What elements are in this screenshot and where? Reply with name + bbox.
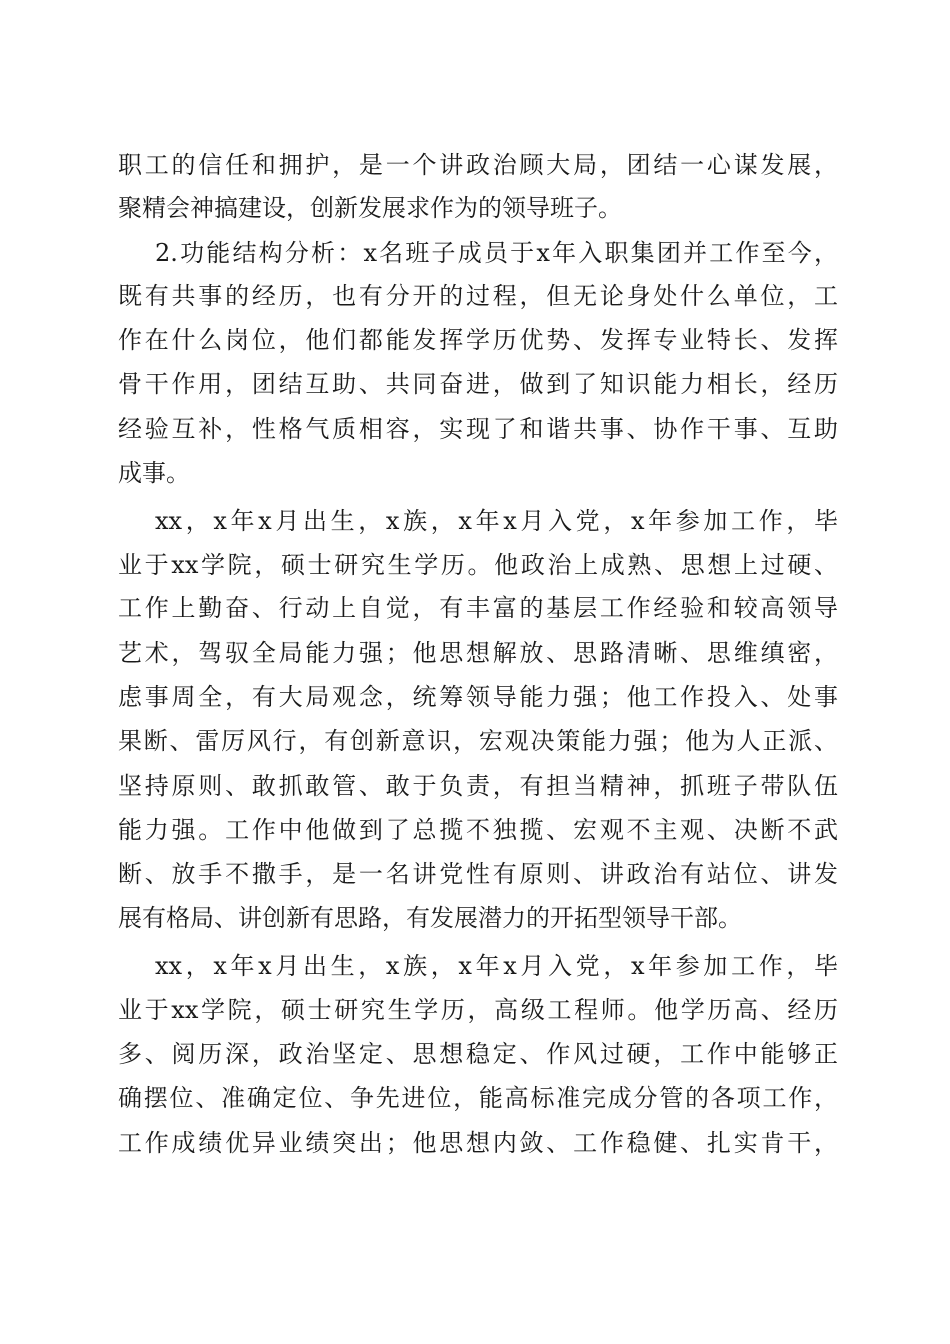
- text-line: 多、阅历深，政治坚定、思想稳定、作风过硬，工作中能够正: [118, 1040, 838, 1068]
- text-line: 2.功能结构分析：x名班子成员于x年入职集团并工作至今，: [155, 239, 838, 267]
- text-line: 职工的信任和拥护，是一个讲政治顾大局，团结一心谋发展，: [118, 151, 838, 179]
- text-line: 断、放手不撒手，是一名讲党性有原则、讲政治有站位、讲发: [118, 860, 838, 888]
- text-line: 虑事周全，有大局观念，统筹领导能力强；他工作投入、处事: [118, 683, 838, 711]
- text-line: 工作上勤奋、行动上自觉，有丰富的基层工作经验和较高领导: [118, 594, 838, 622]
- text-line: 成事。: [118, 459, 190, 487]
- text-line: 工作成绩优异业绩突出；他思想内敛、工作稳健、扎实肯干，: [118, 1129, 838, 1157]
- text-line: 业于xx学院，硕士研究生学历，高级工程师。他学历高、经历: [118, 996, 838, 1024]
- text-line: 既有共事的经历，也有分开的过程，但无论身处什么单位，工: [118, 282, 838, 310]
- text-line: 聚精会神搞建设，创新发展求作为的领导班子。: [118, 194, 622, 222]
- text-line: 业于xx学院，硕士研究生学历。他政治上成熟、思想上过硬、: [118, 551, 838, 579]
- text-line: 作在什么岗位，他们都能发挥学历优势、发挥专业特长、发挥: [118, 326, 838, 354]
- text-line: 果断、雷厉风行，有创新意识，宏观决策能力强；他为人正派、: [118, 727, 838, 755]
- text-line: 艺术，驾驭全局能力强；他思想解放、思路清晰、思维缜密，: [118, 639, 838, 667]
- text-line: 经验互补，性格气质相容，实现了和谐共事、协作干事、互助: [118, 415, 838, 443]
- text-line: 确摆位、准确定位、争先进位，能高标准完成分管的各项工作，: [118, 1084, 838, 1112]
- text-line: 坚持原则、敢抓敢管、敢于负责，有担当精神，抓班子带队伍: [118, 772, 838, 800]
- text-line: 骨干作用，团结互助、共同奋进，做到了知识能力相长，经历: [118, 370, 838, 398]
- text-line: 展有格局、讲创新有思路，有发展潜力的开拓型领导干部。: [118, 904, 742, 932]
- text-line: 能力强。工作中他做到了总揽不独揽、宏观不主观、决断不武: [118, 816, 838, 844]
- text-line: xx，x年x月出生，x族，x年x月入党，x年参加工作，毕: [155, 952, 838, 980]
- text-line: xx，x年x月出生，x族，x年x月入党，x年参加工作，毕: [155, 507, 838, 535]
